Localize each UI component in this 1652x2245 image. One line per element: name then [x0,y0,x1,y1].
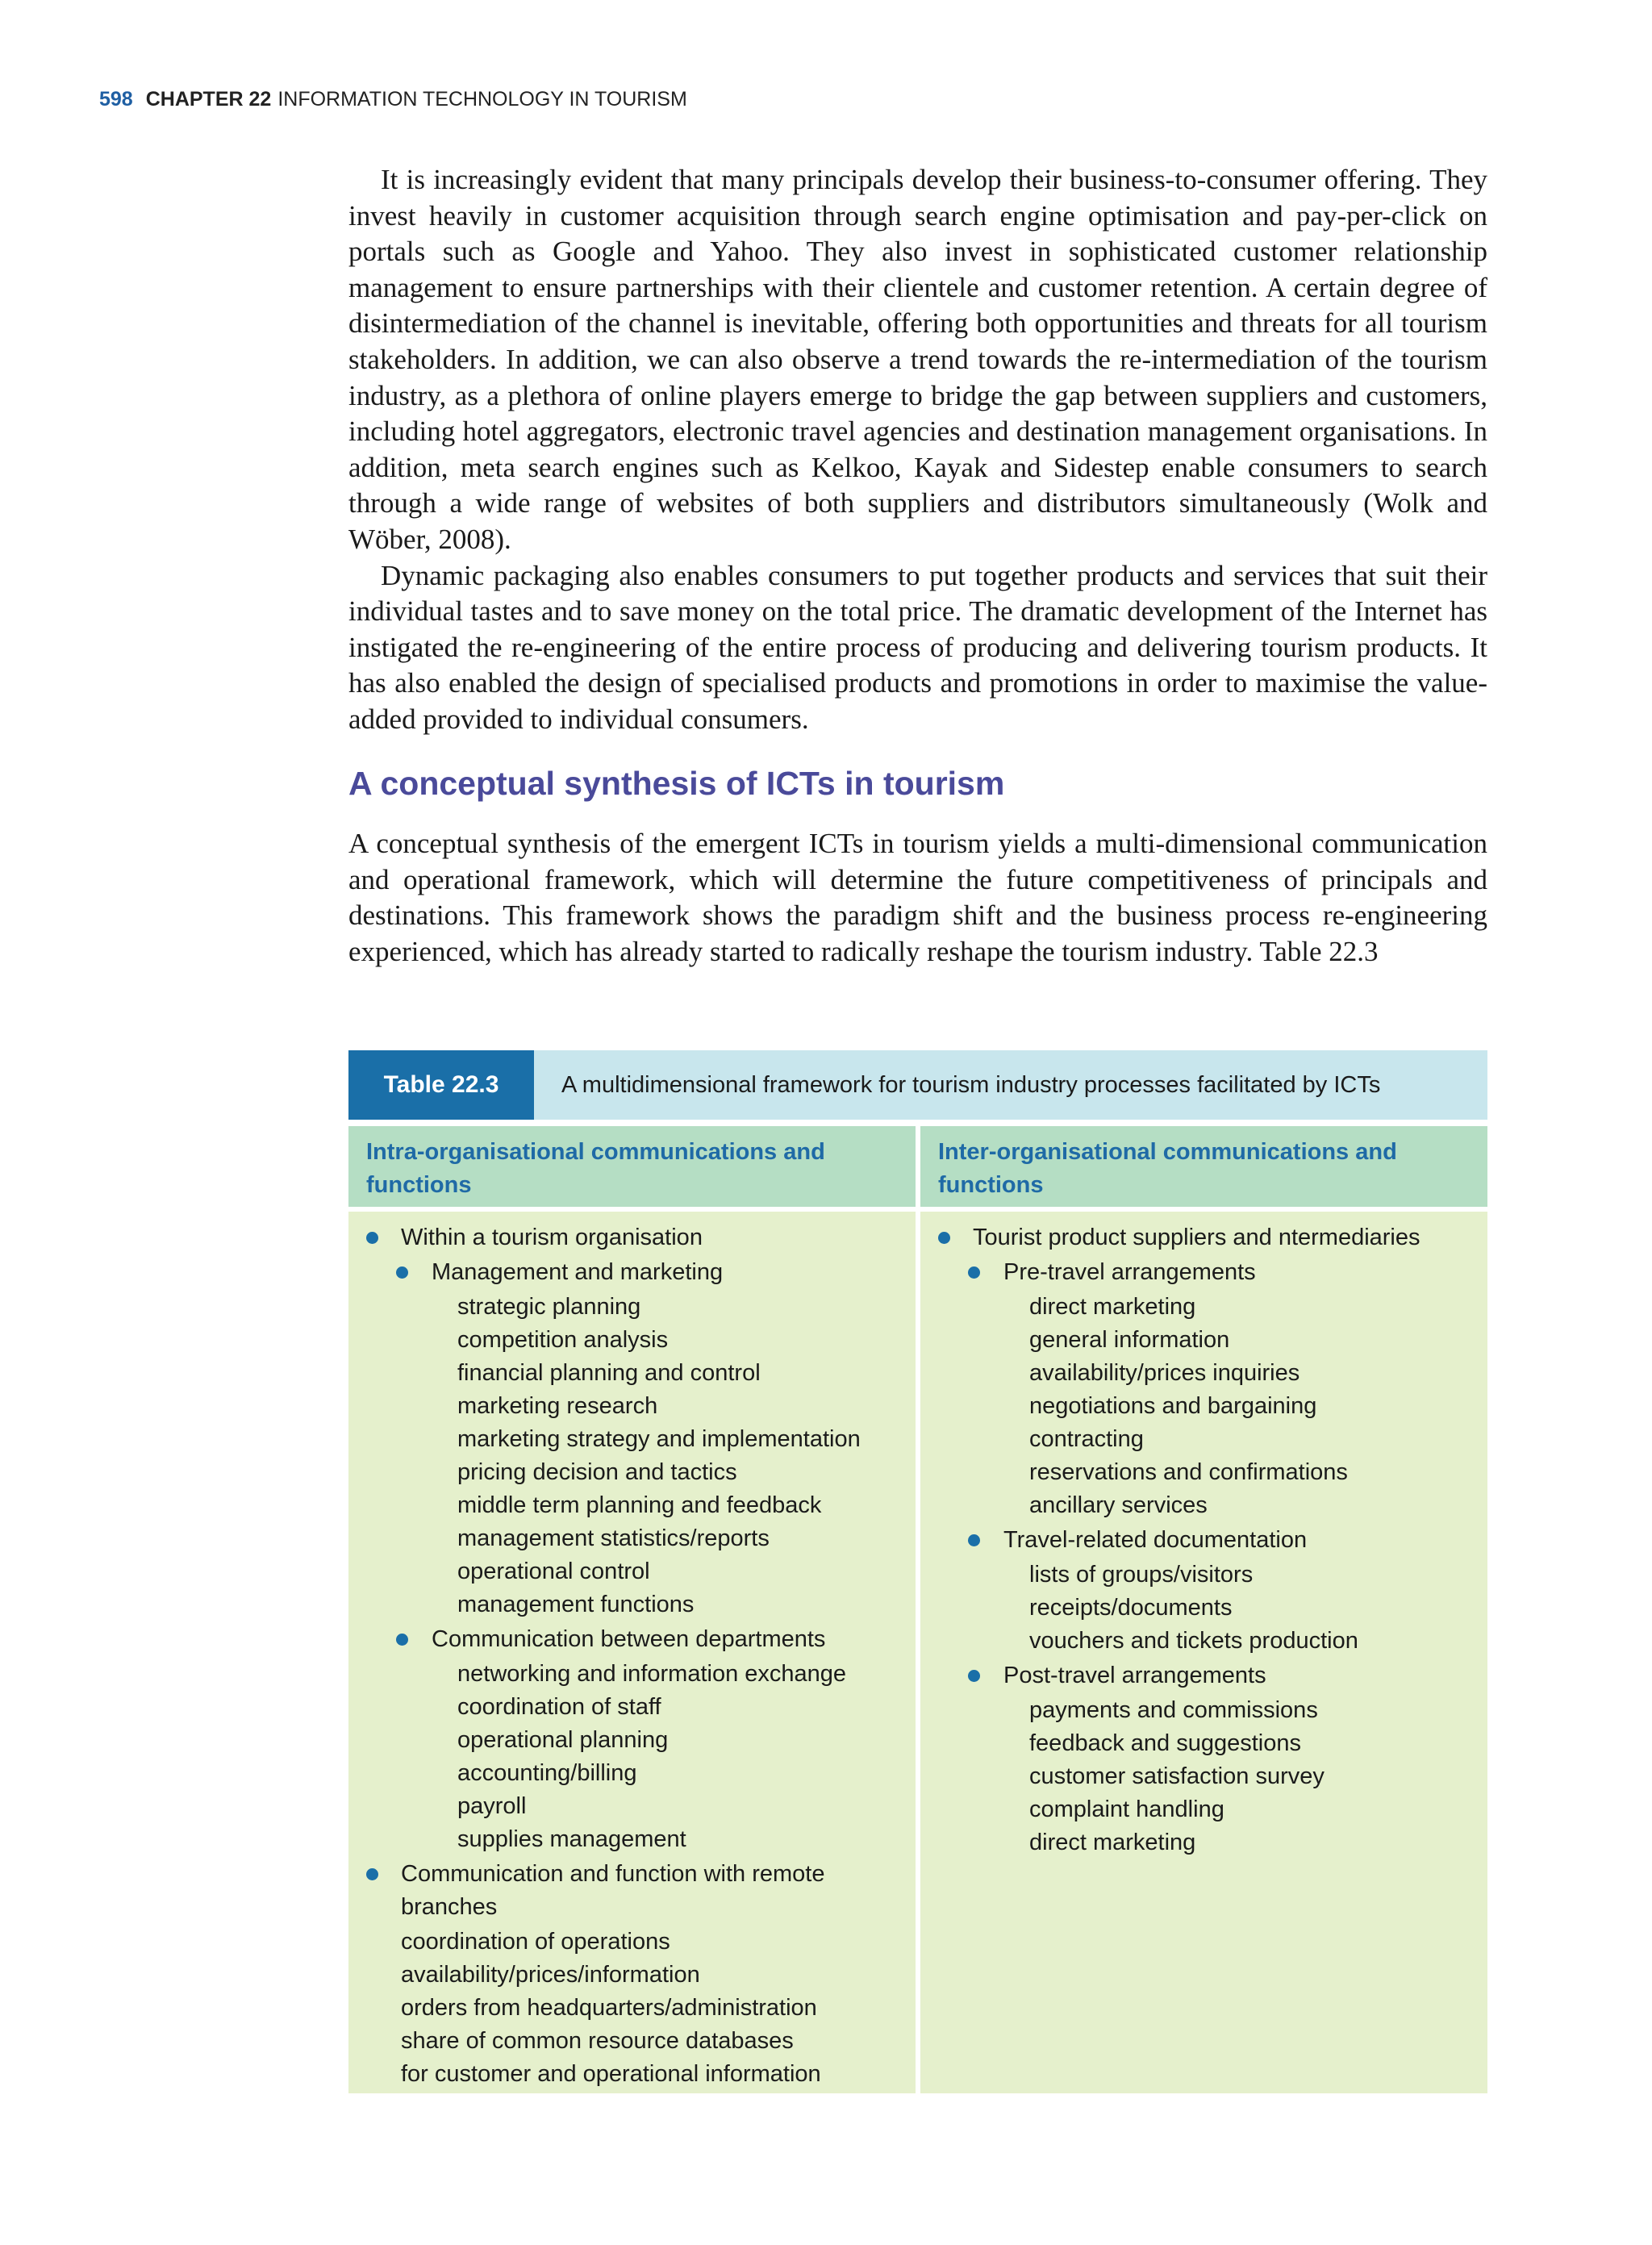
left-column-body [348,1212,916,2093]
list-item [973,1256,1487,1522]
list-item-label: Travel-related documentation [1003,1527,1308,1553]
list-item: coordination of operations [401,1929,670,1955]
list-item: customer satisfaction survey [1029,1763,1325,1789]
list-item: coordination of staff [457,1694,661,1720]
list-item: financial planning and control [457,1360,761,1386]
list-item: reservations and confirmations [1029,1459,1348,1485]
list-item: vouchers and tickets production [1029,1628,1358,1654]
list-item [401,1256,916,1621]
list-item [920,1221,1487,1859]
bullet-icon [366,1232,378,1244]
list-item: networking and information exchange [457,1661,847,1687]
list-item-label: Communication and function with remote branches [401,1861,825,1920]
list-item: general information [1029,1327,1230,1353]
body-text-top [348,162,1487,738]
list-item: payroll [457,1793,527,1819]
list-item: operational control [457,1559,650,1584]
list-item: marketing research [457,1393,658,1419]
list-item: supplies management [457,1826,686,1852]
list-item: pricing decision and tactics [457,1459,737,1485]
list-item: direct marketing [1029,1294,1196,1320]
list-item: direct marketing [1029,1830,1196,1855]
table-22-3 [348,1050,1487,2093]
list-item [973,1659,1487,1859]
bullet-icon [968,1266,980,1279]
list-item: complaint handling [1029,1796,1224,1822]
list-item-label: Pre-travel arrangements [1003,1259,1256,1285]
list-item: share of common resource databases [401,2028,794,2054]
list-item: feedback and suggestions [1029,1730,1301,1756]
list-item [348,1221,916,1856]
right-column-body [920,1212,1487,2093]
list-item [348,1858,916,2091]
list-item: payments and commissions [1029,1697,1318,1723]
list-item: lists of groups/visitors [1029,1562,1254,1588]
list-item-label: Management and marketing [432,1259,724,1285]
list-item: for customer and operational information [401,2061,821,2087]
list-item: competition analysis [457,1327,669,1353]
list-item: receipts/documents [1029,1595,1233,1621]
list-item-label: Communication between departments [432,1626,826,1652]
bullet-icon [396,1634,408,1646]
list-item: accounting/billing [457,1760,637,1786]
list-item: strategic planning [457,1294,641,1320]
list-item-label: Within a tourism organisation [401,1225,703,1250]
list-item [401,1623,916,1856]
bullet-icon [968,1670,980,1682]
list-item: operational planning [457,1727,669,1753]
paragraph: A conceptual synthesis of the emergent ICTs in tourism yields a multi-dimensional communication and operational framework, which will determine the future competitiveness of principals and destinations. This framework shows the paradigm shift and the business process re-engineering experienced, which has already started to radically reshape the tourism industry. Table 22.3 [348,828,1487,967]
bullet-icon [938,1232,950,1244]
running-head [99,88,687,111]
table-caption-bar [348,1050,1487,1120]
page-number: 598 [99,88,133,111]
chapter-title: INFORMATION TECHNOLOGY IN TOURISM [277,88,687,111]
table-label: Table 22.3 [348,1050,534,1120]
list-item: marketing strategy and implementation [457,1426,861,1452]
left-column-header: Intra-organisational communications and functions [348,1126,916,1207]
list-item-label: Tourist product suppliers and ntermediaries [973,1225,1420,1250]
list-item: management statistics/reports [457,1525,770,1551]
list-item: negotiations and bargaining [1029,1393,1317,1419]
list-item: middle term planning and feedback [457,1492,822,1518]
list-item: availability/prices/information [401,1962,700,1988]
list-item: contracting [1029,1426,1144,1452]
bullet-icon [396,1266,408,1279]
paragraph: It is increasingly evident that many principals develop their business-to-consumer offering. They invest heavily in customer acquisition through search engine optimisation and pay-per-click on portals such as Google and Yahoo. They also invest in sophisticated customer relationship management to ensure partnerships with their clientele and customer retention. A certain degree of disintermediation of the channel is inevitable, offering both opportunities and threats for all tourism stakeholders. In addition, we can also observe a trend towards the re-intermediation of the tourism industry, as a plethora of online players emerge to bridge the gap between suppliers and customers, including hotel aggregators, electronic travel agencies and destination management organisations. In addition, meta search engines such as Kelkoo, Kayak and Sidestep enable consumers to search through a wide range of websites of both suppliers and distributors simultaneously (Wolk and Wöber, 2008). [348,164,1487,555]
list-item: ancillary services [1029,1492,1208,1518]
bullet-icon [968,1534,980,1546]
list-item: availability/prices inquiries [1029,1360,1300,1386]
list-item: management functions [457,1592,695,1617]
bullet-icon [366,1868,378,1880]
list-item [973,1524,1487,1658]
table-caption: A multidimensional framework for tourism industry processes facilitated by ICTs [561,1072,1381,1098]
list-item-label: Post-travel arrangements [1003,1663,1266,1688]
section-heading: A conceptual synthesis of ICTs in tourism [348,765,1005,802]
list-item: orders from headquarters/administration [401,1995,817,2021]
body-text-section [348,826,1487,970]
paragraph: Dynamic packaging also enables consumers to put together products and services that suit their individual tastes and to save money on the total price. The dramatic development of the Internet has instigated the re-engineering of the entire process of producing and delivering tourism products. It has also enabled the design of specialised products and promotions in order to maximise the value-added provided to individual consumers. [348,559,1487,735]
chapter-label: CHAPTER 22 [145,88,272,111]
right-column-header: Inter-organisational communications and functions [920,1126,1487,1207]
